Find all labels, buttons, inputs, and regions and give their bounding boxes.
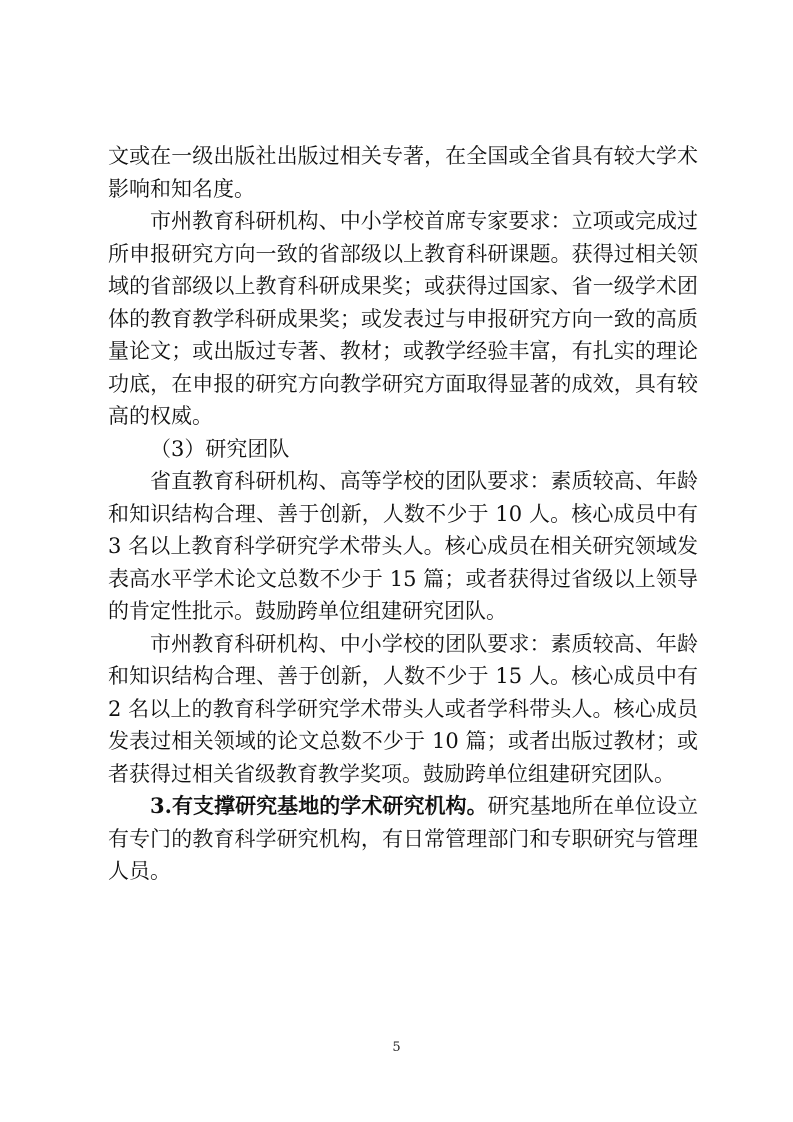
- paragraph-city-chief-expert: 市州教育科研机构、中小学校首席专家要求：立项或完成过所申报研究方向一致的省部级以上教育科研课题。获得过相关领域的省部级以上教育科研成果奖；或获得过国家、省一级学术团体的教育教学科研成果奖；或发表过与申报研究方向一致的高质量论文；或出版过专著、教材；或教学经验丰富，有扎实的理论功底，在申报的研究方向教学研究方面取得显著的成效，具有较高的权威。: [108, 209, 698, 428]
- document-body: [108, 140, 698, 888]
- paragraph-research-institution: [108, 790, 698, 888]
- paragraph-continued: 文或在一级出版社出版过相关专著，在全国或全省具有较大学术影响和知名度。: [108, 144, 698, 201]
- paragraph-city-team: 市州教育科研机构、中小学校的团队要求：素质较高、年龄和知识结构合理、善于创新，人数不少于 15 人。核心成员中有 2 名以上的教育科学研究学术带头人或者学科带头人。核心成员发表过相关领域的论文总数不少于 10 篇；或者出版过教材；或者获得过相关省级教育教学奖项。鼓励跨单位组建研究团队。: [108, 631, 698, 786]
- section-heading-research-team: （3）研究团队: [150, 436, 290, 461]
- paragraph-rest: 研究基地所在单位设立有专门的教育科学研究机构，有日常管理部门和专职研究与管理人员。: [108, 794, 699, 883]
- paragraph-provincial-team: 省直教育科研机构、高等学校的团队要求：素质较高、年龄和知识结构合理、善于创新，人数不少于 10 人。核心成员中有 3 名以上教育科学研究学术带头人。核心成员在相关研究领域发表高水平学术论文总数不少于 15 篇；或者获得过省级以上领导的肯定性批示。鼓励跨单位组建研究团队。: [108, 469, 698, 623]
- paragraph-lead-bold: 3.有支撑研究基地的学术研究机构。: [150, 793, 488, 818]
- page-number: 5: [392, 1040, 401, 1055]
